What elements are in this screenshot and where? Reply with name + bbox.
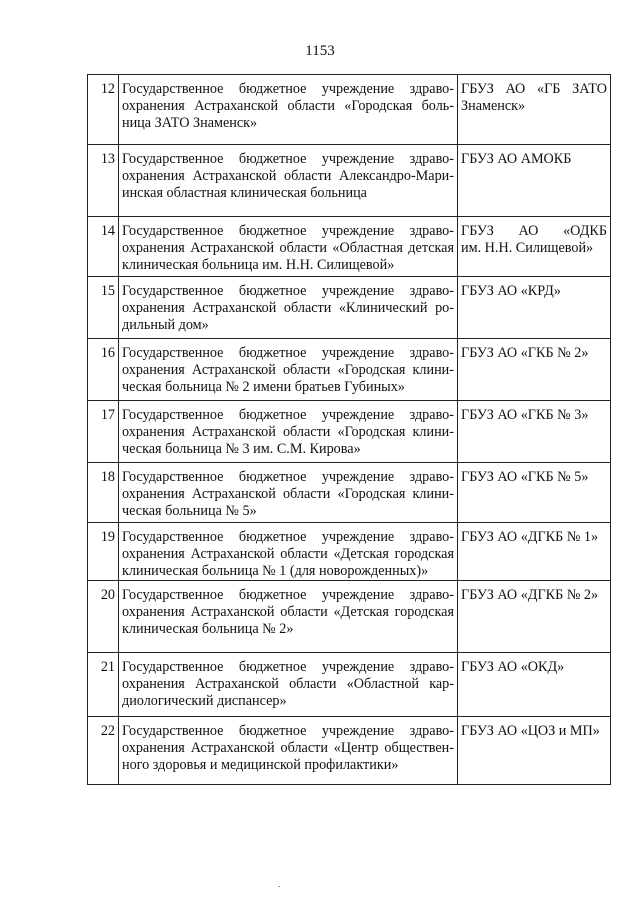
scan-speck [278,886,280,887]
row-number-cell: 18 [88,463,119,523]
institution-name-line: клиническая больница № 1 (для новорожденных)» [122,563,429,579]
institution-name-line: Государственное бюджетное учреждение здраво- [122,223,454,239]
institution-abbreviation-line: им. Н.Н. Силищевой» [461,240,594,256]
institution-name-cell [119,581,458,653]
institution-name-line: Государственное бюджетное учреждение здраво- [122,469,454,485]
table-row [88,277,611,339]
institution-abbreviation-cell [458,217,611,277]
institution-abbreviation-cell [458,145,611,217]
table-row [88,463,611,523]
institution-name-line: диологический диспансер» [122,693,287,709]
institution-name-line: охранения Астраханской области Александро-Мари- [122,168,454,184]
institution-name-line: Государственное бюджетное учреждение здраво- [122,151,454,167]
table-row [88,581,611,653]
institution-name-line: охранения Астраханской области «Областная детская [122,240,454,256]
institution-name-line: ного здоровья и медицинской профилактики» [122,757,399,773]
row-number-cell: 14 [88,217,119,277]
institution-name-cell [119,653,458,717]
table-row [88,523,611,581]
institution-name-line: охранения Астраханской области «Детская городская [122,546,454,562]
institution-abbreviation-line: ГБУЗ АО «КРД» [461,283,561,299]
table-row [88,717,611,785]
institution-name-line: Государственное бюджетное учреждение здраво- [122,529,454,545]
institution-name-cell [119,217,458,277]
institution-abbreviation-cell [458,339,611,401]
institution-name-line: охранения Астраханской области «Областной кар- [122,676,454,692]
institution-abbreviation-cell [458,523,611,581]
row-number-cell: 20 [88,581,119,653]
institution-name-cell [119,277,458,339]
institution-abbreviation-line: Знаменск» [461,98,526,114]
institution-abbreviation-cell [458,463,611,523]
institution-name-line: Государственное бюджетное учреждение здраво- [122,659,454,675]
institution-name-line: ница ЗАТО Знаменск» [122,115,258,131]
institution-name-line: клиническая больница им. Н.Н. Силищевой» [122,257,395,273]
institution-abbreviation-cell [458,401,611,463]
institution-name-line: охранения Астраханской области «Городская клини- [122,362,454,378]
institution-abbreviation-line: ГБУЗ АО «ДГКБ № 1» [461,529,599,545]
institution-abbreviation-cell [458,653,611,717]
row-number-cell: 15 [88,277,119,339]
institution-abbreviation-cell [458,277,611,339]
institution-name-line: охранения Астраханской области «Центр обществен- [122,740,454,756]
institution-name-line: Государственное бюджетное учреждение здраво- [122,81,454,97]
institution-name-line: Государственное бюджетное учреждение здраво- [122,723,454,739]
institution-name-cell [119,339,458,401]
institution-name-cell [119,463,458,523]
institution-abbreviation-line: ГБУЗ АО «ГКБ № 3» [461,407,589,423]
institution-name-line: Государственное бюджетное учреждение здраво- [122,345,454,361]
institution-name-line: Государственное бюджетное учреждение здраво- [122,587,454,603]
institution-abbreviation-line: ГБУЗ АО «ОДКБ [461,223,607,239]
institution-abbreviation-line: ГБУЗ АО «ОКД» [461,659,565,675]
institution-abbreviation-cell [458,75,611,145]
institution-abbreviation-line: ГБУЗ АО «ДГКБ № 2» [461,587,599,603]
institution-name-line: инская областная клиническая больница [122,185,367,201]
page-number: 1153 [305,43,335,59]
row-number-cell: 13 [88,145,119,217]
institution-name-line: дильный дом» [122,317,209,333]
row-number-cell: 19 [88,523,119,581]
table-row [88,145,611,217]
institution-abbreviation-line: ГБУЗ АО «ЦОЗ и МП» [461,723,600,739]
table-row [88,653,611,717]
institution-name-line: охранения Астраханской области «Детская городская [122,604,454,620]
institution-abbreviation-cell [458,717,611,785]
institution-name-line: охранения Астраханской области «Клинический ро- [122,300,454,316]
table-row [88,217,611,277]
institution-abbreviation-line: ГБУЗ АО «ГКБ № 5» [461,469,589,485]
institution-name-cell [119,401,458,463]
row-number-cell: 17 [88,401,119,463]
row-number-cell: 22 [88,717,119,785]
table-row [88,401,611,463]
institution-name-line: охранения Астраханской области «Городская клини- [122,486,454,502]
institution-name-line: Государственное бюджетное учреждение здраво- [122,407,454,423]
institution-name-cell [119,717,458,785]
institution-name-line: ческая больница № 5» [122,503,257,519]
institution-name-line: охранения Астраханской области «Городская боль- [122,98,454,114]
institutions-table [87,74,611,785]
institution-name-line: клиническая больница № 2» [122,621,294,637]
table-row [88,75,611,145]
institution-name-line: Государственное бюджетное учреждение здраво- [122,283,454,299]
institution-name-line: ческая больница № 3 им. С.М. Кирова» [122,441,361,457]
institution-abbreviation-cell [458,581,611,653]
row-number-cell: 12 [88,75,119,145]
institution-abbreviation-line: ГБУЗ АО «ГБ ЗАТО [461,81,607,97]
institution-abbreviation-line: ГБУЗ АО АМОКБ [461,151,572,167]
row-number-cell: 21 [88,653,119,717]
row-number-cell: 16 [88,339,119,401]
institutions-table-body [88,75,611,785]
institution-name-cell [119,75,458,145]
institution-name-cell [119,145,458,217]
institution-name-line: охранения Астраханской области «Городская клини- [122,424,454,440]
table-row [88,339,611,401]
institution-name-line: ческая больница № 2 имени братьев Губиных» [122,379,405,395]
institution-name-cell [119,523,458,581]
institution-abbreviation-line: ГБУЗ АО «ГКБ № 2» [461,345,589,361]
